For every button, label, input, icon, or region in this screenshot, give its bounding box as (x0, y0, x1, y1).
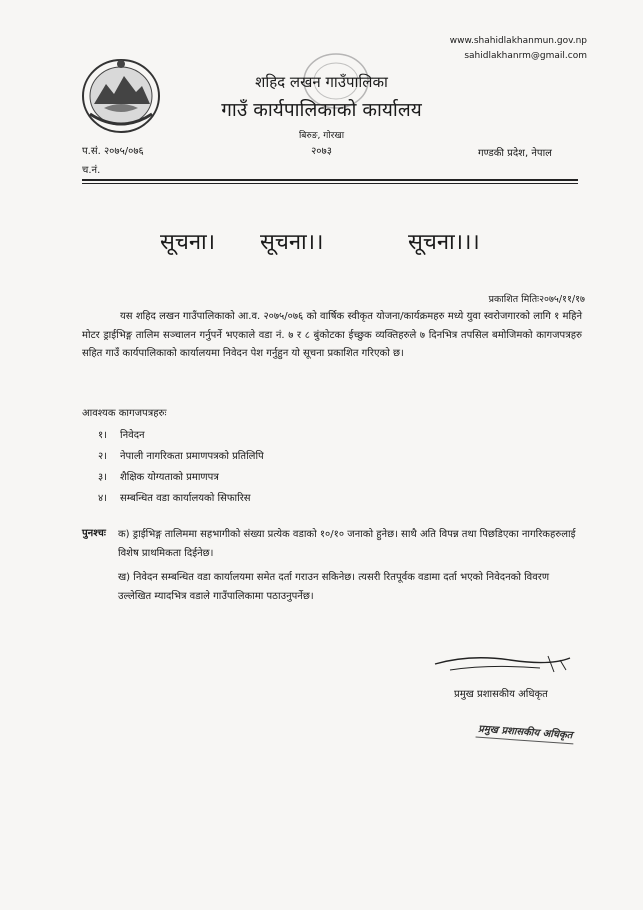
notice-body: यस शहिद लखन गाउँपालिकाको आ.व. २०७५/०७६ को वार्षिक स्वीकृत योजना/कार्यक्रमहरु मध्ये युवा स्वरोजगारको लागि १ महिने मोटर ड्राईभिङ्ग तालिम सञ्चालन गर्नुपर्ने भएकाले वडा नं. ७ र ८ बुंकोटका ईच्छुक व्यक्तिहरुले ७ दिनभित्र तपसिल बमोजिमको कागजपत्रहरु सहित गाउँ कार्यपालिकाको कार्यालयमा निवेदन पेश गर्नुहुन यो सूचना प्रकाशित गरिएको छ। (82, 311, 582, 359)
municipality-name: शहिद लखन गाउँपालिका (255, 73, 388, 91)
list-item: २। नेपाली नागरिकता प्रमाणपत्रको प्रतिलिपि (98, 451, 264, 462)
list-item: १। निवेदन (98, 430, 145, 441)
dispatch-number: च.नं. (82, 165, 101, 176)
province-text: गण्डकी प्रदेश, नेपाल (478, 148, 552, 159)
punascha-label: पुनश्चः (82, 528, 106, 539)
contact-block (450, 34, 587, 64)
header-rule-thin (82, 183, 578, 184)
letter-number: प.सं. २०७५/०७६ (82, 146, 144, 157)
header-rule (82, 179, 578, 181)
list-item: ४। सम्बन्धित वडा कार्यालयको सिफारिस (98, 493, 251, 504)
signatory-title: प्रमुख प्रशासकीय अधिकृत (454, 689, 548, 700)
documents-list (98, 425, 264, 509)
established-year: २०७३ (311, 146, 332, 157)
nepal-emblem-logo (80, 56, 162, 134)
notice-heading-1: सूचना। (160, 230, 216, 255)
note-a: क) ड्राईभिङ्ग तालिममा सहभागीको संख्या प्रत्येक वडाको १०/१० जनाको हुनेछ। साथै अति विपन्न तथा पिछडिएका नागरिकहरुलाई विशेष प्राथमिकता दिईनेछ। (118, 529, 576, 559)
office-address: बिरुङ, गोरखा (298, 131, 345, 141)
signature-scribble (430, 650, 580, 680)
note-b: ख) निवेदन सम्बन्धित वडा कार्यालयमा समेत दर्ता गराउन सकिनेछ। त्यसरी रितपूर्वक वडामा दर्ता भएको निवेदनको विवरण उल्लेखित म्यादभित्र वडाले गाउँपालिकामा पठाउनुपर्नेछ। (118, 572, 550, 602)
notice-heading-3: सूचना।।। (408, 230, 480, 255)
notice-heading-2: सूचना।। (260, 230, 324, 255)
website-text: www.shahidlakhanmun.gov.np (449, 36, 587, 46)
list-item: ३। शैक्षिक योग्यताको प्रमाणपत्र (98, 472, 219, 483)
documents-heading: आवश्यक कागजपत्रहरुः (82, 408, 167, 419)
email-text: sahidlakhanrm@gmail.com (464, 51, 587, 61)
official-stamp: प्रमुख प्रशासकीय अधिकृत (476, 721, 575, 745)
published-date: प्रकाशित मितिः२०७५/११/१७ (488, 294, 585, 305)
office-name: गाउँ कार्यपालिकाको कार्यालय (221, 99, 422, 121)
